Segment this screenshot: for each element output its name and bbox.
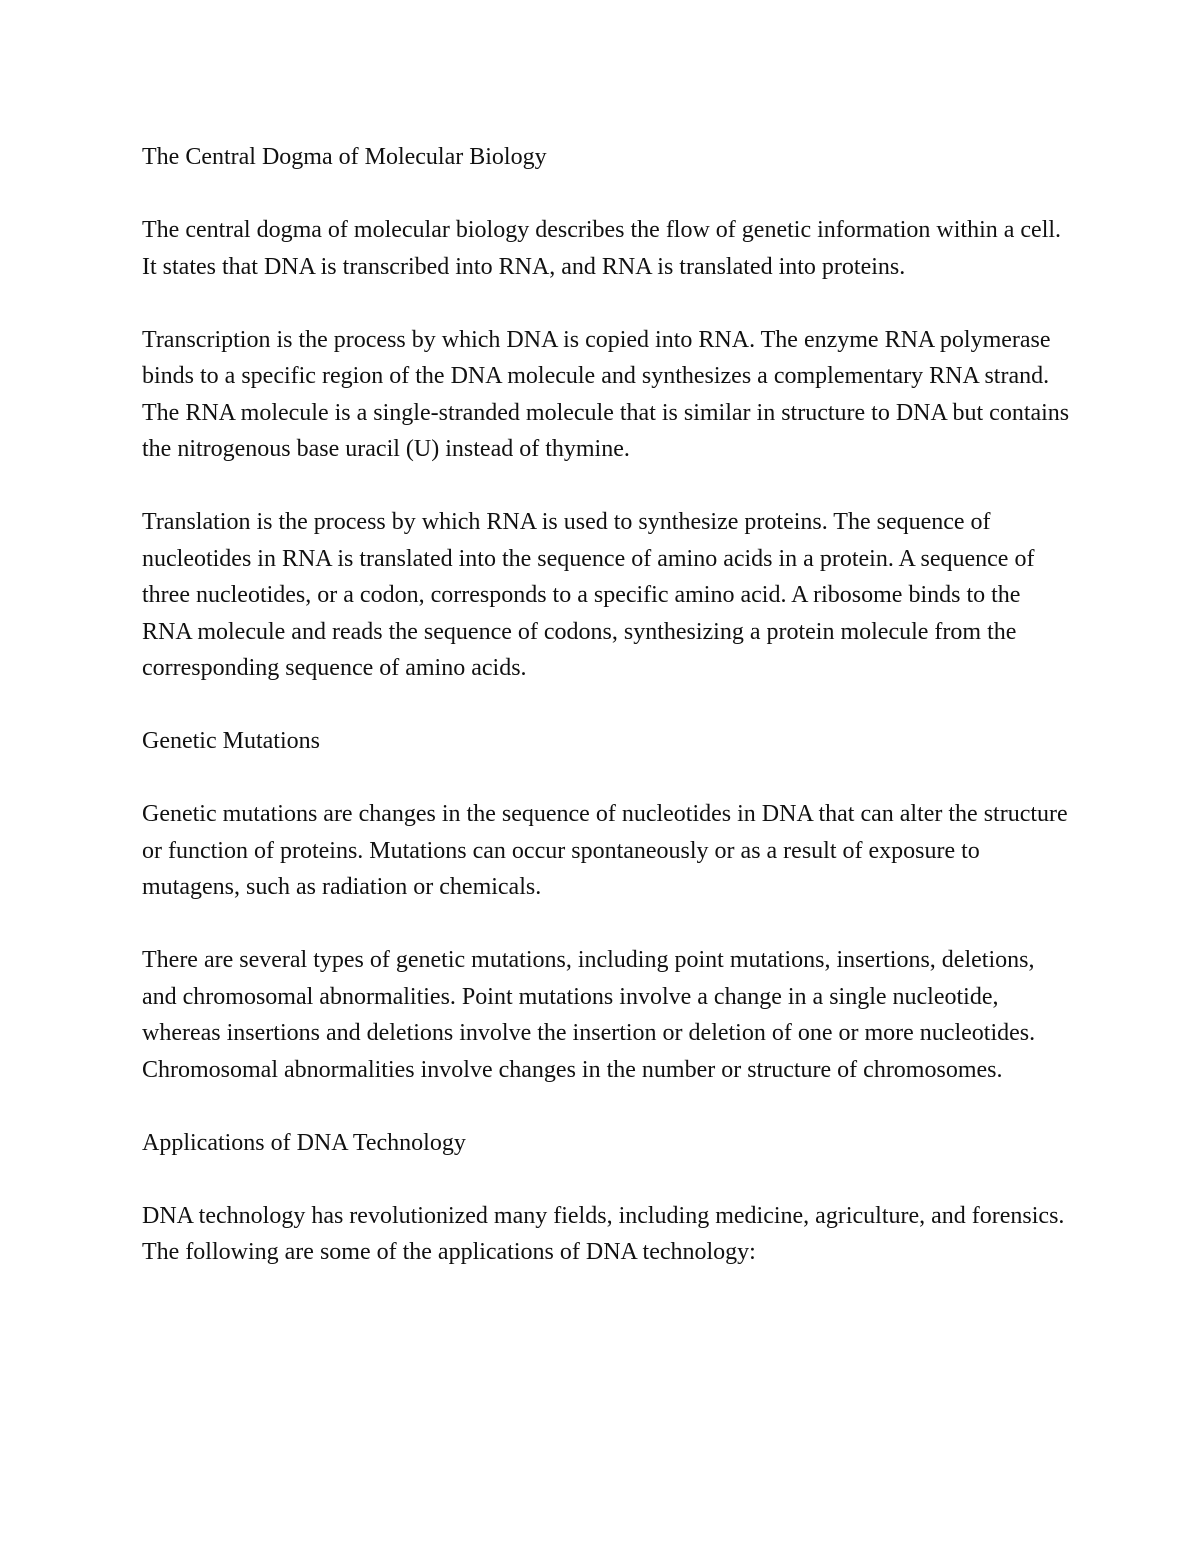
document-body (142, 139, 1072, 1307)
applications-heading: Applications of DNA Technology (142, 1129, 466, 1156)
mutations-heading: Genetic Mutations (142, 728, 320, 754)
applications-intro-paragraph: DNA technology has revolutionized many fields, including medicine, agriculture, and forensics. The following are some of the applications of DNA technology: (142, 1202, 1065, 1265)
document-title: The Central Dogma of Molecular Biology (142, 144, 547, 170)
transcription-paragraph: Transcription is the process by which DNA is copied into RNA. The enzyme RNA polymerase binds to a specific region of the DNA molecule and synthesizes a complementary RNA strand. The RNA molecule is a single-stranded molecule that is similar in structure to DNA but contains the nitrogenous base uracil (U) instead of thymine. (142, 326, 1070, 462)
mutations-intro-paragraph: Genetic mutations are changes in the sequence of nucleotides in DNA that can alter the structure or function of proteins. Mutations can occur spontaneously or as a result of exposure to mutagens, such as radiation or chemicals. (142, 801, 1068, 900)
intro-paragraph: The central dogma of molecular biology describes the flow of genetic information within a cell. It states that DNA is transcribed into RNA, and RNA is translated into proteins. (142, 217, 1062, 280)
mutations-types-paragraph: There are several types of genetic mutations, including point mutations, insertions, deletions, and chromosomal abnormalities. Point mutations involve a change in a single nucleotide, whereas insertions and deletions involve the insertion or deletion of one or more nucleotides. Chromosomal abnormalities involve changes in the number or structure of chromosomes. (142, 947, 1036, 1083)
translation-paragraph: Translation is the process by which RNA is used to synthesize proteins. The sequence of nucleotides in RNA is translated into the sequence of amino acids in a protein. A sequence of three nucleotides, or a codon, corresponds to a specific amino acid. A ribosome binds to the RNA molecule and reads the sequence of codons, synthesizing a protein molecule from the corresponding sequence of amino acids. (142, 509, 1035, 681)
